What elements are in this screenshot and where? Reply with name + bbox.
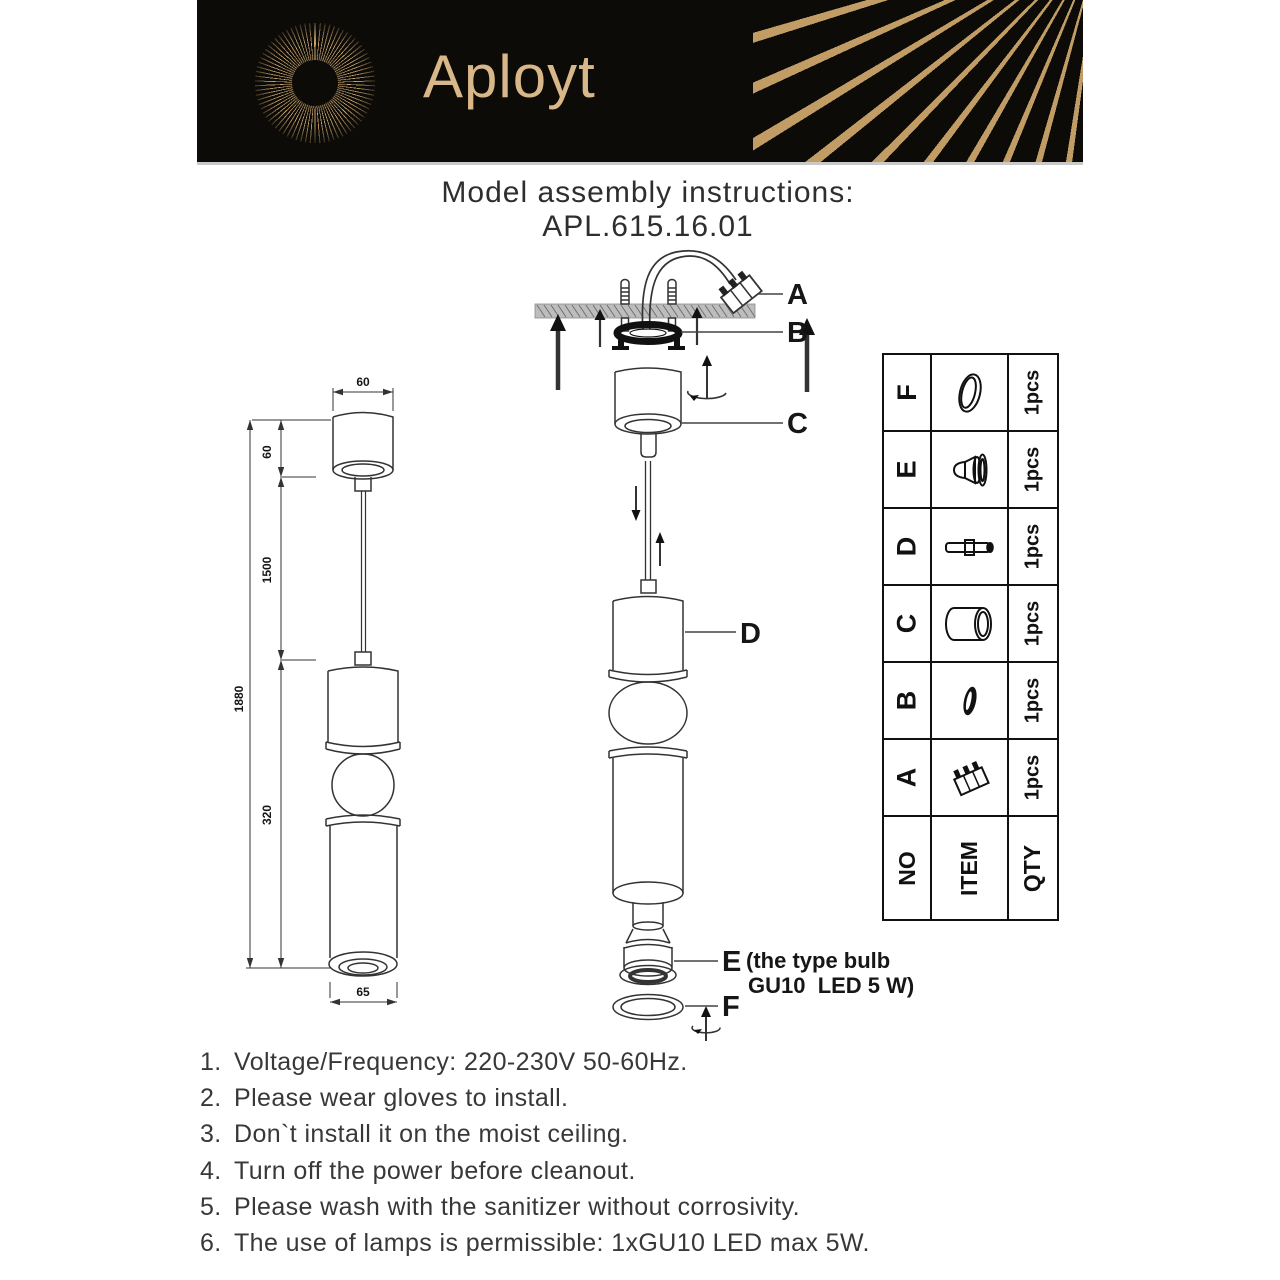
list-item bbox=[200, 1153, 870, 1189]
item-number: 4. bbox=[200, 1156, 222, 1185]
part-icon-cell bbox=[932, 663, 1009, 740]
rotate-arrow-canopy bbox=[688, 355, 726, 401]
item-text: Voltage/Frequency: 220-230V 50-60Hz. bbox=[234, 1047, 688, 1076]
dimension-drawing bbox=[232, 375, 400, 1005]
dim-overall-height: 1880 bbox=[232, 685, 246, 713]
cable-connector bbox=[641, 580, 656, 593]
part-qty: 1pcs bbox=[1021, 600, 1044, 647]
list-item bbox=[200, 1225, 870, 1261]
mounting-ring-icon bbox=[935, 666, 1005, 736]
part-no: D bbox=[891, 536, 922, 557]
canopy-cylinder-icon bbox=[935, 589, 1005, 659]
threaded-rod-icon bbox=[935, 512, 1005, 582]
header-qty-label: QTY bbox=[1019, 844, 1046, 892]
header-no-label: NO bbox=[893, 850, 920, 886]
part-qty-cell bbox=[1009, 740, 1057, 817]
brand-name: Aployt bbox=[423, 43, 596, 110]
part-icon-cell bbox=[932, 509, 1009, 586]
part-qty-cell bbox=[1009, 509, 1057, 586]
canopy bbox=[615, 368, 681, 457]
item-text: Please wear gloves to install. bbox=[234, 1083, 569, 1112]
table-header-qty bbox=[1009, 817, 1057, 919]
part-no-cell bbox=[884, 432, 932, 509]
part-qty: 1pcs bbox=[1021, 446, 1044, 493]
mounting-ring bbox=[612, 325, 685, 351]
parts-table bbox=[882, 353, 1059, 921]
ceiling-strip bbox=[535, 304, 755, 318]
part-no-cell bbox=[884, 663, 932, 740]
item-number: 1. bbox=[200, 1047, 222, 1076]
list-item bbox=[200, 1189, 870, 1225]
dim-bottom-width: 65 bbox=[356, 985, 370, 999]
item-text: The use of lamps is permissible: 1xGU10 LED max 5W. bbox=[234, 1229, 870, 1258]
item-text: Please wash with the sanitizer without corrosivity. bbox=[234, 1192, 800, 1221]
table-header-no bbox=[884, 817, 932, 919]
label-f: F bbox=[722, 991, 740, 1023]
label-a: A bbox=[787, 279, 808, 311]
part-no: F bbox=[891, 384, 922, 401]
label-d: D bbox=[740, 618, 761, 650]
list-item bbox=[200, 1080, 870, 1116]
part-icon-cell bbox=[932, 432, 1009, 509]
trim-ring-icon bbox=[935, 358, 1005, 428]
dim-cable-length: 1500 bbox=[260, 556, 274, 584]
bulb-note-line1: (the type bulb bbox=[746, 948, 891, 973]
part-qty: 1pcs bbox=[1021, 369, 1044, 416]
label-e: E bbox=[722, 946, 742, 978]
dim-canopy-height: 60 bbox=[260, 445, 274, 459]
label-c: C bbox=[787, 408, 808, 440]
lamp-socket-icon bbox=[935, 435, 1005, 505]
list-item bbox=[200, 1044, 870, 1080]
part-no-cell bbox=[884, 740, 932, 817]
part-no: B bbox=[891, 690, 922, 711]
part-icon-cell bbox=[932, 355, 1009, 432]
rotate-arrow-trim-ring bbox=[692, 1006, 720, 1041]
item-text: Don`t install it on the moist ceiling. bbox=[234, 1120, 629, 1149]
trim-ring bbox=[613, 995, 683, 1020]
part-no-cell bbox=[884, 586, 932, 663]
part-qty: 1pcs bbox=[1021, 677, 1044, 724]
item-number: 5. bbox=[200, 1192, 222, 1221]
bulb-note-line2: GU10 LED 5 W) bbox=[748, 973, 915, 998]
header-item-label: ITEM bbox=[955, 840, 982, 896]
item-number: 6. bbox=[200, 1229, 222, 1258]
dim-body-height: 320 bbox=[260, 804, 274, 826]
part-no: C bbox=[891, 613, 922, 634]
bulb bbox=[620, 929, 676, 985]
page-title: Model assembly instructions: bbox=[441, 176, 855, 209]
item-number: 3. bbox=[200, 1120, 222, 1149]
item-text: Turn off the power before cleanout. bbox=[234, 1156, 636, 1185]
label-b: B bbox=[787, 317, 808, 349]
slide-arrows bbox=[632, 486, 665, 566]
exploded-view bbox=[535, 251, 914, 1041]
part-qty-cell bbox=[1009, 355, 1057, 432]
part-qty-cell bbox=[1009, 663, 1057, 740]
list-item bbox=[200, 1117, 870, 1153]
part-icon-cell bbox=[932, 586, 1009, 663]
part-no: E bbox=[891, 460, 922, 479]
part-no-cell bbox=[884, 509, 932, 586]
suspension-cable bbox=[646, 461, 651, 580]
part-qty: 1pcs bbox=[1021, 754, 1044, 801]
part-qty-cell bbox=[1009, 586, 1057, 663]
part-no: A bbox=[891, 767, 922, 788]
table-header-item bbox=[932, 817, 1009, 919]
model-number: APL.615.16.01 bbox=[542, 210, 754, 243]
instructions-list bbox=[200, 1044, 870, 1262]
part-qty-cell bbox=[1009, 432, 1057, 509]
leader-lines bbox=[674, 294, 783, 1006]
item-number: 2. bbox=[200, 1083, 222, 1112]
part-icon-cell bbox=[932, 740, 1009, 817]
part-qty: 1pcs bbox=[1021, 523, 1044, 570]
part-no-cell bbox=[884, 355, 932, 432]
dim-top-width: 60 bbox=[356, 375, 370, 389]
terminal-block-icon bbox=[935, 743, 1005, 813]
pendant-body bbox=[609, 597, 687, 931]
